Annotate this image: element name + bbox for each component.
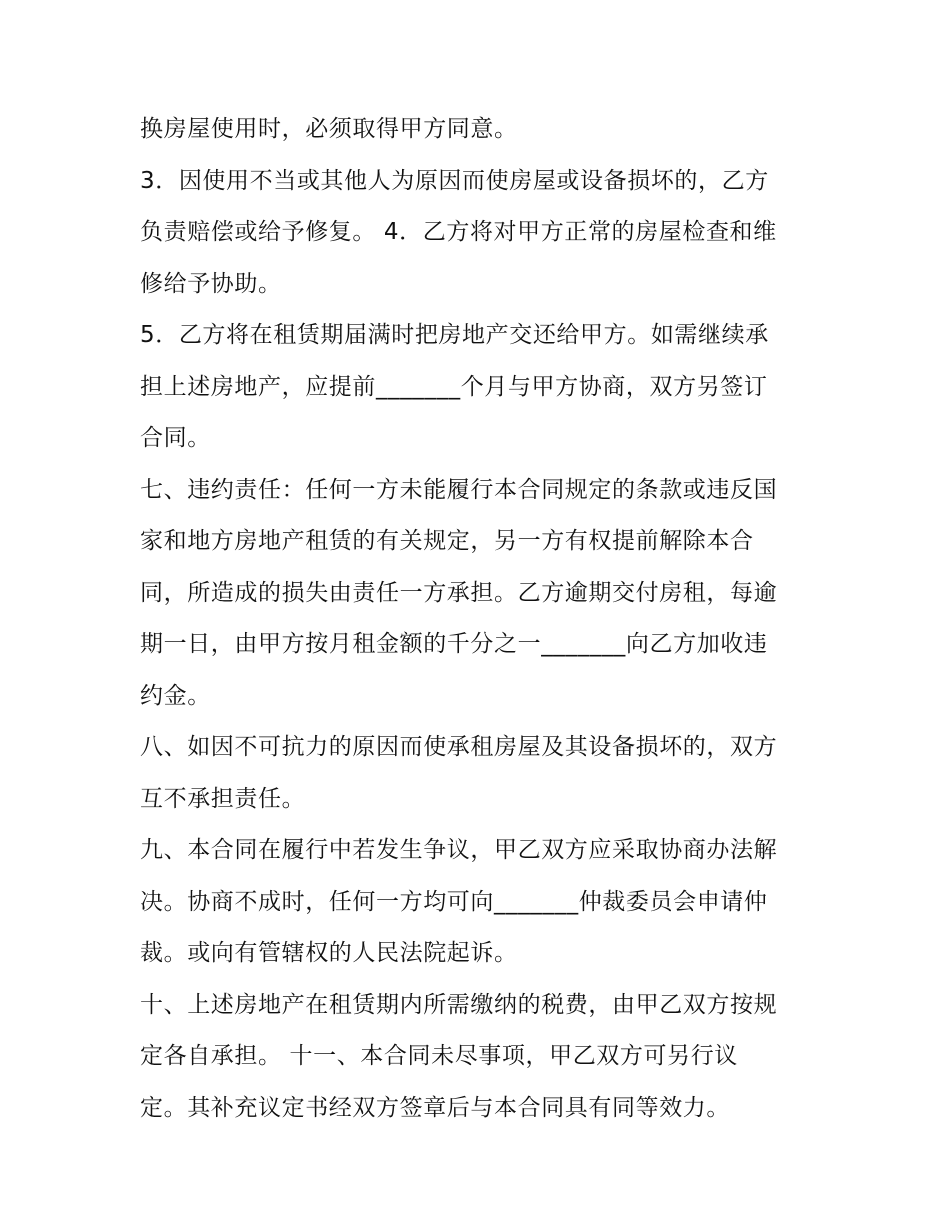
text-line: 七、违约责任：任何一方未能履行本合同规定的条款或违反国 (140, 476, 778, 503)
text-line: 十、上述房地产在租赁期内所需缴纳的税费，由甲乙双方按规 (140, 991, 778, 1018)
text-line: 5．乙方将在租赁期届满时把房地产交还给甲方。如需继续承 (140, 322, 769, 348)
text-line: 裁。或向有管辖权的人民法院起诉。 (140, 940, 518, 966)
text-line: 期一日，由甲方按月租金额的千分之一_______向乙方加收违 (140, 631, 768, 657)
text-line: 八、如因不可抗力的原因而使承租房屋及其设备损坏的，双方 (140, 734, 778, 760)
text-line: 换房屋使用时，必须取得甲方同意。 (140, 116, 518, 142)
text-line: 定各自承担。 十一、本合同未尽事项，甲乙双方可另行议 (140, 1043, 738, 1069)
text-line: 决。协商不成时，任何一方均可向_______仲裁委员会申请仲 (140, 888, 768, 915)
text-line: 约金。 (140, 682, 211, 709)
text-line: 定。其补充议定书经双方签章后与本合同具有同等效力。 (140, 1094, 730, 1121)
text-line: 家和地方房地产租赁的有关规定，另一方有权提前解除本合 (140, 528, 754, 554)
text-line: 互不承担责任。 (140, 785, 306, 812)
text-line: 同，所造成的损失由责任一方承担。乙方逾期交付房租，每逾 (140, 579, 778, 606)
text-line: 修给予协助。 (140, 270, 282, 297)
text-line: 合同。 (140, 425, 211, 451)
contract-text (140, 107, 830, 1137)
text-line: 担上述房地产，应提前_______个月与甲方协商，双方另签订 (140, 373, 768, 400)
text-line: 九、本合同在履行中若发生争议，甲乙双方应采取协商办法解 (140, 837, 778, 863)
text-line: 3．因使用不当或其他人为原因而使房屋或设备损坏的，乙方 (140, 167, 769, 194)
text-line: 负责赔偿或给予修复。 4．乙方将对甲方正常的房屋检查和维 (140, 219, 777, 245)
